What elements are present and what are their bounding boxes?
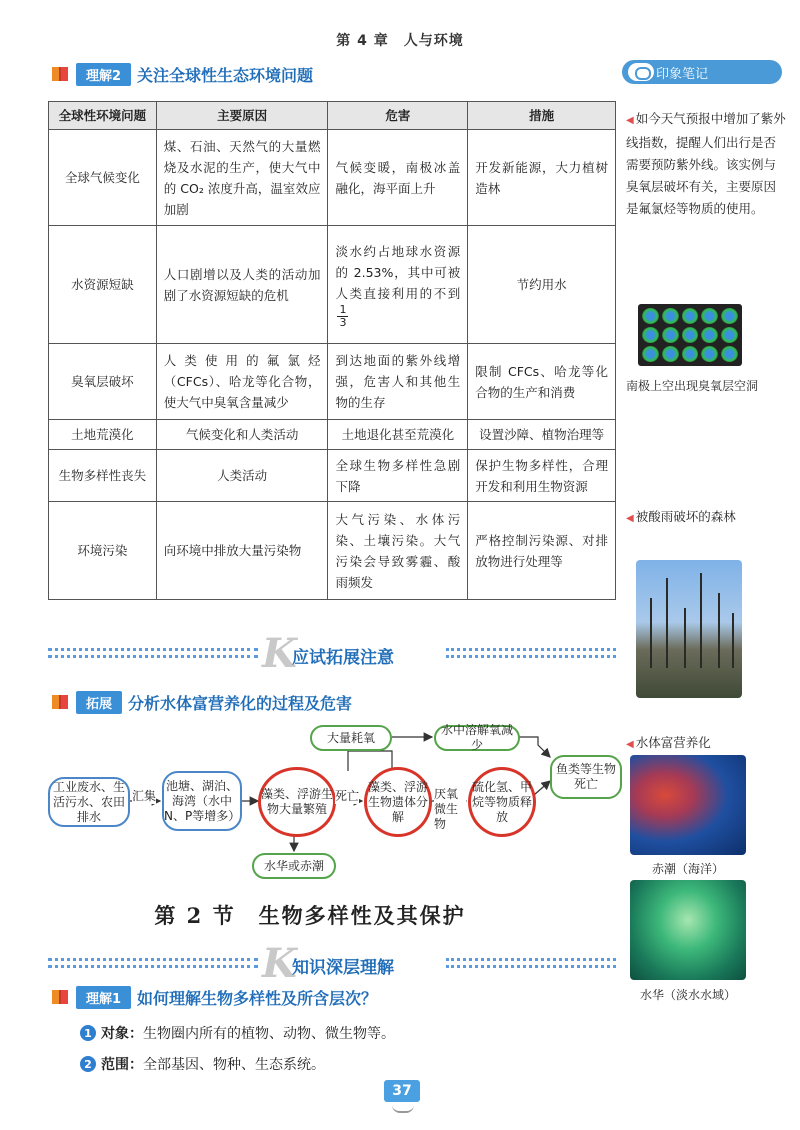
- edge-label-anaerobic: 厌氧微生物: [434, 787, 466, 832]
- banner-dots-left: [48, 648, 258, 658]
- node-fish-death: 鱼类等生物死亡: [550, 755, 622, 799]
- caption-ozone: 南极上空出现臭氧层空洞: [626, 379, 759, 393]
- table-row: [49, 226, 616, 344]
- node-algae-bloom: 藻类、浮游生物大量繁殖: [258, 767, 336, 837]
- point-text: 生物圈内所有的植物、动物、微生物等。: [143, 1026, 395, 1042]
- acid-rain-forest-image: [636, 560, 742, 698]
- caption-red-tide: 赤潮（海洋）: [651, 862, 724, 876]
- side-note-acid-rain: [626, 506, 786, 530]
- node-gas-release: 硫化氢、甲烷等物质释放: [468, 767, 536, 837]
- elephant-icon: [628, 63, 654, 81]
- environment-issues-table: [48, 101, 616, 600]
- side-note-text: 被酸雨破坏的森林: [635, 509, 736, 524]
- cell-cause: 向环境中排放大量污染物: [156, 502, 328, 600]
- table-row: [49, 450, 616, 502]
- side-notes-header: [622, 60, 782, 84]
- cell-problem: 臭氧层破坏: [49, 344, 157, 420]
- node-decomposition: 藻类、浮游生物遗体分解: [364, 767, 432, 837]
- point-text: 全部基因、物种、生态系统。: [143, 1057, 325, 1073]
- harm-text: 淡水约占地球水资源的 2.53%，其中可被人类直接利用的不到: [335, 243, 461, 301]
- table-row: [49, 502, 616, 600]
- header-cause: 主要原因: [156, 102, 328, 130]
- fraction-numerator: 1: [339, 302, 347, 316]
- cell-problem: 全球气候变化: [49, 130, 157, 226]
- side-note-eutrophication: [626, 732, 786, 756]
- point-label: 对象：: [101, 1026, 143, 1042]
- side-note-uv: [626, 108, 786, 220]
- section-heading-biodiversity: [50, 985, 377, 1009]
- deep-understanding-banner: [48, 940, 616, 987]
- cell-problem: 土地荒漠化: [49, 420, 157, 450]
- cell-problem: 生物多样性丧失: [49, 450, 157, 502]
- cell-measure: 限制 CFCs、哈龙等化合物的生产和消费: [468, 344, 616, 420]
- side-note-text: 水体富营养化: [635, 735, 711, 750]
- table-row: [49, 130, 616, 226]
- node-water-body: 池塘、湖泊、海湾（水中N、P等增多）: [162, 771, 242, 831]
- cell-measure: 开发新能源，大力植树造林: [468, 130, 616, 226]
- cell-cause: 人口剧增以及人类的活动加剧了水资源短缺的危机: [156, 226, 328, 344]
- caption-algal-bloom: 水华（淡水水域）: [639, 988, 736, 1002]
- banner-dots-left: [48, 958, 258, 968]
- k-letter-icon: K: [262, 940, 297, 987]
- side-header-label: 印象笔记: [656, 66, 709, 82]
- point-scope: [80, 1054, 325, 1074]
- triangle-marker-icon: ◀: [626, 115, 634, 126]
- cell-harm: 大气污染、水体污染、土壤污染。大气污染会导致雾霾、酸雨频发: [328, 502, 468, 600]
- number-badge: 2: [80, 1056, 96, 1072]
- point-label: 范围：: [101, 1057, 143, 1073]
- banner-dots-right: [446, 958, 616, 968]
- banner-title: 知识深层理解: [292, 958, 394, 978]
- section-title: 分析水体富营养化的过程及危害: [128, 693, 353, 713]
- book-icon: [50, 692, 70, 712]
- ozone-hole-image: [638, 304, 742, 366]
- table-header-row: [49, 102, 616, 130]
- table-row: [49, 420, 616, 450]
- cell-measure: 保护生物多样性，合理开发和利用生物资源: [468, 450, 616, 502]
- node-wastewater: 工业废水、生活污水、农田排水: [48, 777, 130, 827]
- cell-cause: 气候变化和人类活动: [156, 420, 328, 450]
- cell-cause: 煤、石油、天然气的大量燃烧及水泥的生产，使大气中的 CO₂ 浓度升高，温室效应加剧: [156, 130, 328, 226]
- section-title: 如何理解生物多样性及所含层次？: [137, 988, 378, 1008]
- section-heading-eutrophication: [50, 690, 352, 714]
- k-letter-icon: K: [262, 630, 297, 677]
- triangle-marker-icon: ◀: [626, 739, 634, 750]
- edge-label-collect: 汇集: [132, 789, 157, 803]
- cell-harm: 土地退化甚至荒漠化: [328, 420, 468, 450]
- exam-extension-banner: [48, 630, 616, 677]
- fraction-denominator: 3: [339, 315, 347, 329]
- section-title: 关注全球性生态环境问题: [137, 65, 314, 85]
- section-tag: 理解1: [76, 986, 131, 1009]
- cell-problem: 水资源短缺: [49, 226, 157, 344]
- cell-harm: 气候变暖，南极冰盖融化，海平面上升: [328, 130, 468, 226]
- header-problem: 全球性环境问题: [49, 102, 157, 130]
- cell-harm: 全球生物多样性急剧下降: [328, 450, 468, 502]
- triangle-marker-icon: ◀: [626, 513, 634, 524]
- header-measure: 措施: [468, 102, 616, 130]
- number-badge: 1: [80, 1025, 96, 1041]
- red-tide-image: [630, 755, 746, 855]
- cell-measure: 严格控制污染源、对排放物进行处理等: [468, 502, 616, 600]
- table-row: [49, 344, 616, 420]
- section-heading-env: [50, 62, 313, 86]
- algal-bloom-image: [630, 880, 746, 980]
- book-icon: [50, 987, 70, 1007]
- chapter-header: 第 4 章 人与环境: [336, 33, 464, 49]
- cell-problem: 环境污染: [49, 502, 157, 600]
- node-oxygen-decrease: 水中溶解氧减少: [434, 725, 520, 751]
- node-bloom-redtide: 水华或赤潮: [252, 853, 336, 879]
- cell-cause: 人类活动: [156, 450, 328, 502]
- eutrophication-flow-diagram: [48, 715, 628, 885]
- side-note-text: 如今天气预报中增加了紫外线指数，提醒人们出行是否需要预防紫外线。该实例与臭氧层破坏有关，主要原因是氟氯烃等物质的使用。: [626, 111, 786, 216]
- point-object: [80, 1023, 395, 1043]
- edge-label-death: 死亡: [335, 789, 360, 803]
- cell-harm: [328, 226, 468, 344]
- section-tag: 拓展: [76, 691, 122, 714]
- header-harm: 危害: [328, 102, 468, 130]
- section-tag: 理解2: [76, 63, 131, 86]
- cell-measure: 设置沙障、植物治理等: [468, 420, 616, 450]
- cell-harm: 到达地面的紫外线增强，危害人和其他生物的生存: [328, 344, 468, 420]
- bird-icon: [392, 1105, 414, 1113]
- cell-measure: 节约用水: [468, 226, 616, 344]
- page-number: 37: [384, 1080, 420, 1102]
- banner-dots-right: [446, 648, 616, 658]
- section-main-title: 第 2 节 生物多样性及其保护: [154, 903, 466, 928]
- node-oxygen-consumption: 大量耗氧: [310, 725, 392, 751]
- book-icon: [50, 64, 70, 84]
- banner-title: 应试拓展注意: [292, 648, 394, 668]
- cell-cause: 人类使用的氟氯烃（CFCs）、哈龙等化合物，使大气中臭氧含量减少: [156, 344, 328, 420]
- fraction: [337, 304, 348, 329]
